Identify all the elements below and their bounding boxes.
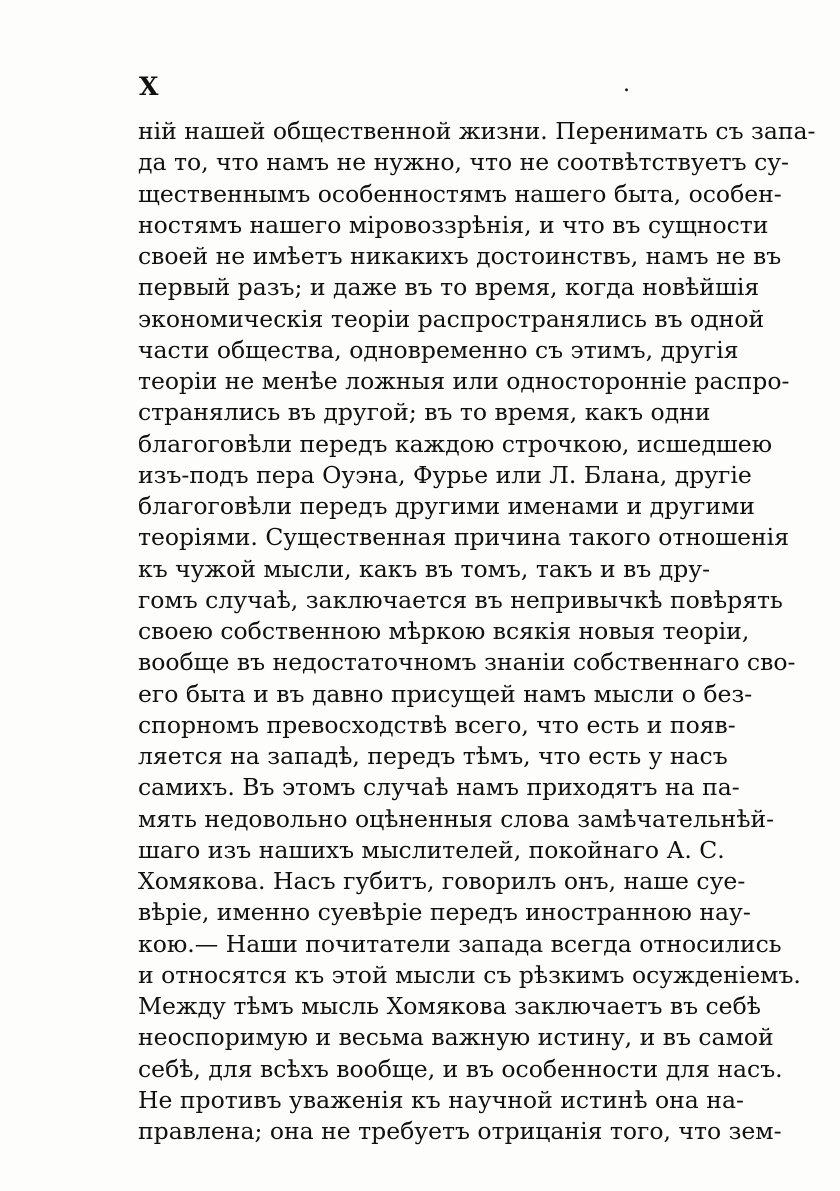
text-line: гомъ случаѣ, заключается въ непривычкѣ повѣрять (138, 585, 783, 614)
text-line: своею собственною мѣркою всякія новыя теоріи, (138, 617, 750, 645)
text-line: своей не имѣетъ никакихъ достоинствъ, намъ не въ (138, 242, 782, 270)
text-line: ній нашей общественной жизни. Перенимать съ запа- (138, 117, 816, 145)
text-line: себѣ, для всѣхъ вообще, и въ особенности для насъ. (138, 1054, 783, 1083)
page-number: X (139, 72, 159, 101)
text-line: теоріи не менѣе ложныя или односторонніе распро- (138, 367, 790, 395)
text-line: самихъ. Въ этомъ случаѣ намъ приходятъ на па- (138, 773, 740, 802)
text-line: щественнымъ особенностямъ нашего быта, особен- (138, 179, 782, 208)
text-line: Не противъ уваженія къ научной истинѣ она на- (138, 1085, 744, 1114)
text-line: изъ-подъ пера Оуэна, Фурье или Л. Блана, другіе (138, 460, 752, 489)
text-line: вѣріе, именно суевѣріе передъ иностранною нау- (138, 898, 751, 927)
text-line: и относятся къ этой мысли съ рѣзкимъ осужденіемъ. (138, 960, 801, 989)
text-line: странялись въ другой; въ то время, какъ одни (138, 398, 711, 427)
text-line: благоговѣли передъ каждою строчкою, исшедшею (138, 429, 773, 458)
text-line: спорномъ превосходствѣ всего, что есть и появ- (138, 710, 736, 739)
text-line: вообще въ недостаточномъ знаніи собственнаго сво- (138, 648, 796, 677)
text-line: экономическія теоріи распространялись въ одной (138, 304, 765, 333)
print-mark: . (623, 72, 630, 97)
text-line: теоріями. Существенная причина такого отношенія (138, 523, 790, 552)
text-line: ляется на западѣ, передъ тѣмъ, что есть у насъ (138, 742, 728, 770)
text-line: да то, что намъ не нужно, что не соотвѣтствуетъ су- (138, 148, 790, 177)
text-line: Хомякова. Насъ губитъ, говорилъ онъ, наше суе- (138, 867, 746, 895)
text-line: благоговѣли передъ другими именами и другими (138, 492, 755, 520)
text-line: Между тѣмъ мысль Хомякова заключаетъ въ себѣ (138, 992, 761, 1020)
text-line: ностямъ нашего міровоззрѣнія, и что въ сущности (138, 210, 769, 239)
text-line: первый разъ; и даже въ то время, когда новѣйшія (138, 273, 760, 302)
text-line: части общества, одновременно съ этимъ, другія (138, 335, 739, 364)
body-text (138, 116, 816, 1147)
text-line: его быта и въ давно присущей намъ мысли о без- (138, 679, 753, 708)
text-line: неоспоримую и весьма важную истину, и въ самой (138, 1023, 774, 1052)
text-line: къ чужой мысли, какъ въ томъ, такъ и въ дру- (138, 554, 711, 583)
text-line: кою.— Наши почитатели запада всегда относились (138, 929, 782, 958)
text-line: мять недовольно оцѣненныя слова замѣчательнѣй- (138, 804, 775, 833)
text-line: правлена; она не требуетъ отрицанія того, что зем- (138, 1117, 782, 1145)
text-line: шаго изъ нашихъ мыслителей, покойнаго А. С. (138, 835, 725, 864)
